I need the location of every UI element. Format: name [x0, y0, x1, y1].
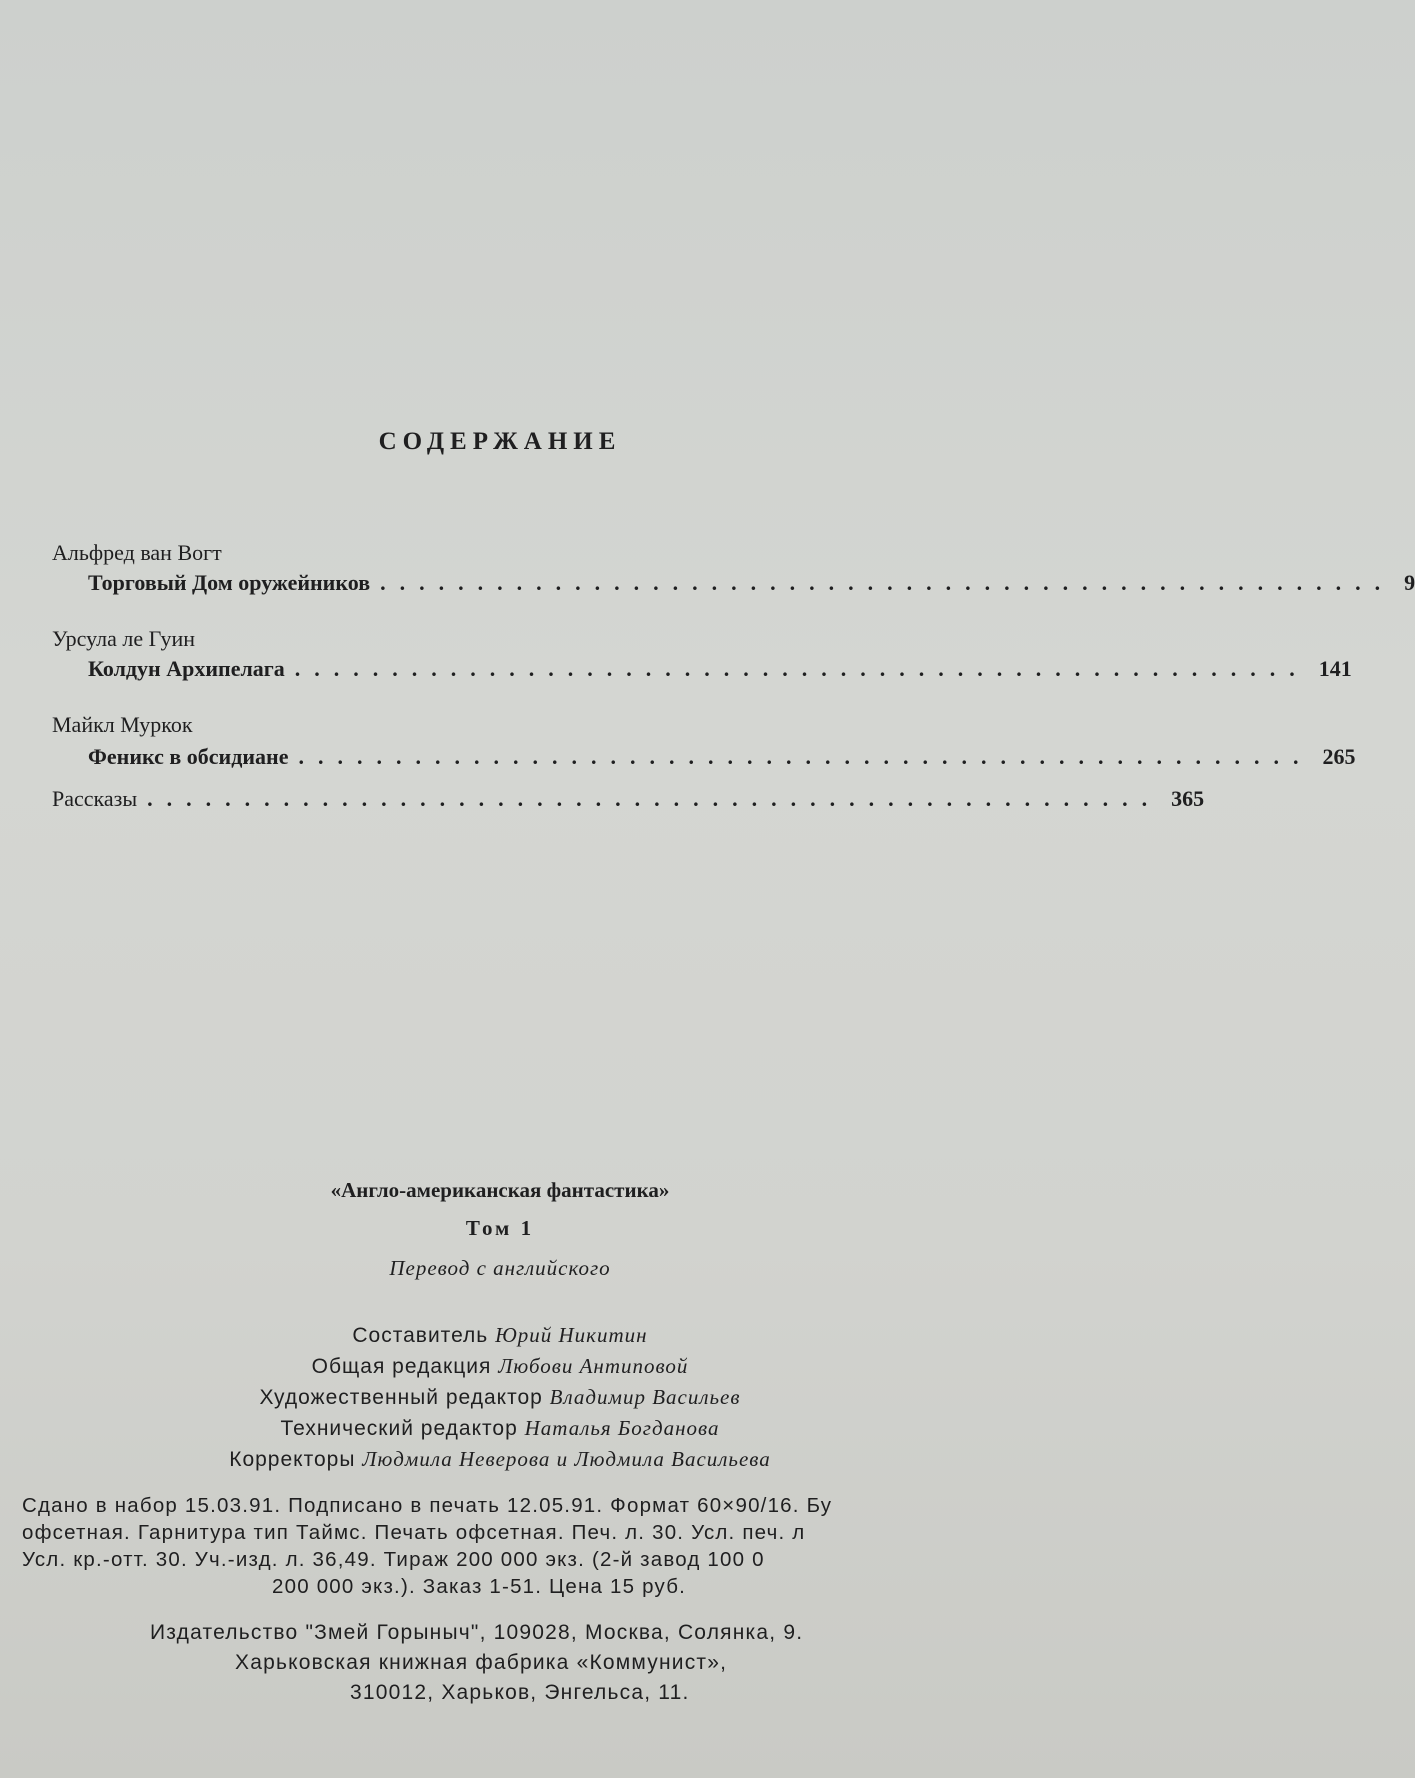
toc-entry	[52, 570, 1415, 604]
imprint-line: 200 000 экз.). Заказ 1-51. Цена 15 руб.	[272, 1575, 687, 1598]
credit-name: Владимир Васильев	[549, 1385, 741, 1409]
imprint-block	[22, 1492, 972, 1600]
toc-entry	[52, 656, 1352, 690]
toc-author-name: Урсула ле Гуин	[52, 626, 196, 651]
toc-author-name: Рассказы	[52, 786, 138, 811]
dot-leader: ....................................................	[380, 570, 1395, 595]
publisher-line: Издательство "Змей Горыныч", 109028, Москва, Солянка, 9.	[150, 1621, 804, 1644]
toc-page-number: 141	[1318, 656, 1352, 681]
translation-note: Перевод с английского	[389, 1256, 611, 1280]
volume-label: Том 1	[465, 1216, 535, 1240]
credit-name: Любови Антиповой	[498, 1354, 689, 1378]
credit-line	[0, 1382, 1000, 1413]
toc-title: Торговый Дом оружейников	[88, 570, 371, 595]
dot-leader: ....................................................	[147, 786, 1162, 811]
toc-author	[52, 540, 940, 574]
toc-author	[52, 626, 940, 660]
toc-title: Феникс в обсидиане	[88, 744, 289, 769]
printer-address: 310012, Харьков, Энгельса, 11.	[350, 1681, 690, 1704]
imprint-line: офсетная. Гарнитура тип Таймс. Печать офсетная. Печ. л. 30. Усл. печ. л	[22, 1521, 806, 1544]
credit-role: Корректоры	[229, 1448, 356, 1471]
credit-role: Общая редакция	[311, 1355, 492, 1378]
contents-heading: СОДЕРЖАНИЕ	[378, 428, 622, 455]
credit-name: Людмила Неверова и Людмила Васильева	[362, 1447, 771, 1471]
credit-name: Наталья Богданова	[524, 1416, 720, 1440]
toc-page-number: 365	[1171, 786, 1205, 811]
toc-author-name: Майкл Муркок	[52, 712, 193, 737]
toc-page-number: 9	[1404, 570, 1415, 595]
credit-line	[0, 1320, 1000, 1351]
dot-leader: ....................................................	[298, 744, 1313, 769]
credit-role: Технический редактор	[280, 1417, 518, 1440]
series-name: «Англо-американская фантастика»	[330, 1178, 670, 1202]
credit-line	[0, 1351, 1000, 1382]
credit-name: Юрий Никитин	[495, 1323, 648, 1347]
toc-author	[52, 712, 940, 746]
toc-entry	[52, 786, 1205, 820]
toc-page-number: 265	[1322, 744, 1356, 769]
dot-leader: ....................................................	[294, 656, 1309, 681]
credit-role: Художественный редактор	[259, 1386, 543, 1409]
printer-line: Харьковская книжная фабрика «Коммунист»,	[235, 1651, 728, 1674]
publisher-block	[0, 1618, 1000, 1708]
credit-role: Составитель	[352, 1324, 489, 1347]
imprint-line: Сдано в набор 15.03.91. Подписано в печать 12.05.91. Формат 60×90/16. Бу	[22, 1494, 833, 1517]
toc-title: Колдун Архипелага	[88, 656, 285, 681]
credits-block	[0, 1320, 1000, 1475]
toc-author-name: Альфред ван Вогт	[52, 540, 222, 565]
credit-line	[0, 1413, 1000, 1444]
credit-line	[0, 1444, 1000, 1475]
toc-entry	[52, 744, 1356, 778]
imprint-line: Усл. кр.-отт. 30. Уч.-изд. л. 36,49. Тираж 200 000 экз. (2-й завод 100 0	[22, 1548, 765, 1571]
